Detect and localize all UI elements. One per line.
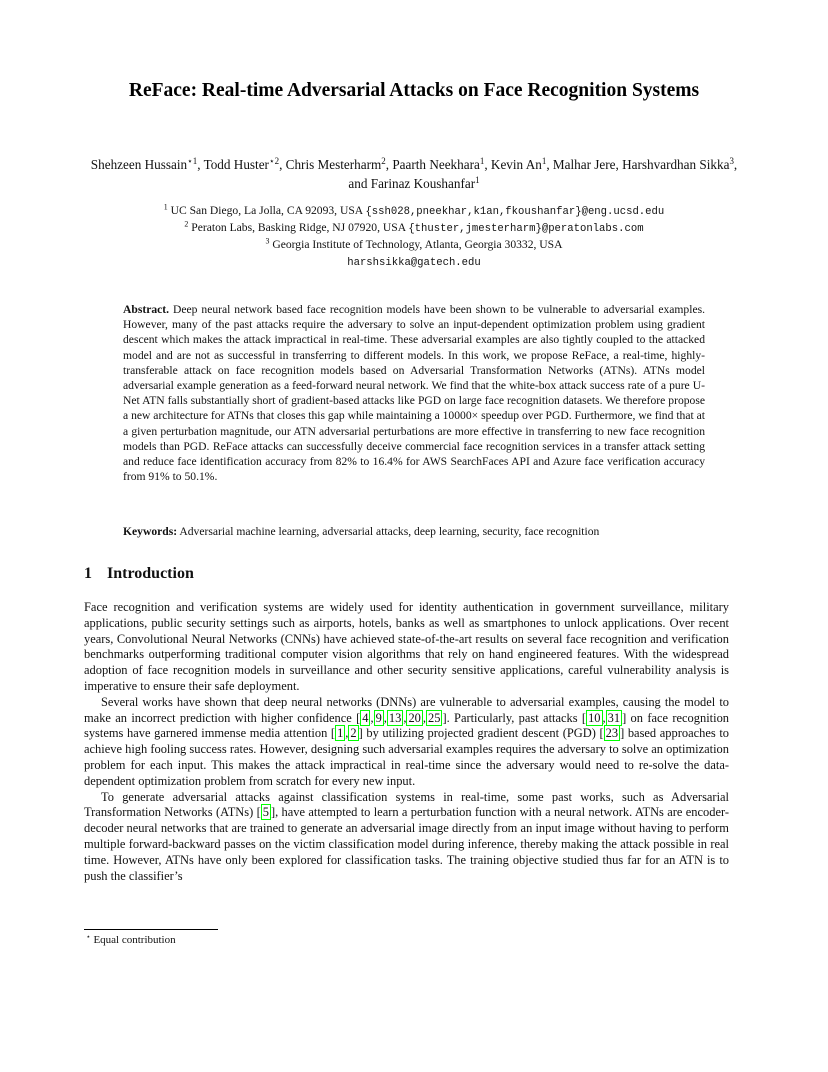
citation-link: 1 <box>337 726 344 741</box>
affiliation-line <box>80 254 748 271</box>
affiliation-line <box>80 203 748 220</box>
body-text: ]. Particularly, past attacks [ <box>442 710 587 725</box>
abstract <box>123 302 705 484</box>
author-name: Harshvardhan Sikka <box>622 157 730 172</box>
section-body <box>84 600 729 884</box>
citation-link: 5 <box>262 805 269 820</box>
footnote-text: Equal contribution <box>93 934 176 946</box>
author-name: Paarth Neekhara <box>392 157 480 172</box>
affiliation-list <box>80 203 748 271</box>
abstract-label: Abstract. <box>123 303 170 316</box>
affiliation-email: {thuster,jmesterharm}@peratonlabs.com <box>408 223 644 236</box>
author-name: Kevin An <box>490 157 542 172</box>
citation-link: 2 <box>350 726 357 741</box>
citation-link: 23 <box>605 726 619 741</box>
author-affiliation-mark: 1 <box>475 175 480 186</box>
citation-link: 10 <box>588 710 601 725</box>
affiliation-mark: 2 <box>184 219 189 229</box>
author-name: Malhar Jere, <box>552 157 619 172</box>
body-text: Face recognition and verification systems are widely used for identity authentication in government surveillance, military applications, public security settings such as airports, hotels, banks as well as smartphones to unlock applications. Over recent years, Convolutional Neural Networks (CNNs) have achieved state-of-the-art results on several face recognition and verification benchmarks outperforming traditional computer vision algorithms that rely on hand engineered features. With the widespread adoption of face recognition models in surveillance and other security sensitive applications, careful vulnerability analysis is imperative to ensure their safe deployment. <box>84 600 729 693</box>
body-text: ] based approaches to achieve high fooling success rates. However, designing such adversarial examples requires the adversary to solve an optimization problem for each input. This makes the attack impractical in real-time since the adversary would need to re-solve the data-dependent optimization problem from scratch for every new input. <box>84 726 730 788</box>
author-affiliation-mark: 1 <box>541 156 547 167</box>
body-paragraph <box>84 790 729 885</box>
body-text: , <box>422 710 426 725</box>
body-text: ], have attempted to learn a perturbation function with a neural network. ATNs are encoder-decoder neural networks that are trained to generate an adversarial image directly from an input image without having to perform multiple forward-backward passes on the victim classification model during inference, thereby making the attack possible in real time. However, ATNs have only been explored for classification tasks. The training objective studied thus far for an ATN is to push the classifier’s <box>84 805 729 883</box>
affiliation-line <box>80 237 748 253</box>
body-paragraph <box>84 600 729 695</box>
body-text: , <box>345 726 349 741</box>
affiliation-text: Georgia Institute of Technology, Atlanta, Georgia 30332, USA <box>272 238 563 252</box>
citation-link: 25 <box>428 710 441 725</box>
body-text: , <box>383 710 387 725</box>
author-affiliation-mark: ⋆2 <box>268 156 280 167</box>
citation-link: 9 <box>375 710 382 725</box>
body-text: Several works have shown that deep neural networks (DNNs) are vulnerable to adversarial examples, causing the model to make an incorrect prediction with higher confidence [ <box>84 694 729 725</box>
citation-link: 4 <box>362 710 369 725</box>
affiliation-mark: 3 <box>265 237 270 247</box>
author-affiliation-mark: ⋆1 <box>187 156 198 167</box>
affiliation-mark: 1 <box>163 202 168 212</box>
affiliation-email: {ssh028,pneekhar,k1an,fkoushanfar}@eng.ucsd.edu <box>365 206 665 218</box>
keywords <box>123 524 743 539</box>
keywords-text: Adversarial machine learning, adversarial attacks, deep learning, security, face recognition <box>179 525 600 538</box>
body-text: , <box>403 710 407 725</box>
author-list: Shehzeen Hussain$^{⋆1}$, Todd Huster$^{⋆2}$, Chris Mesterharm$^2$, Paarth Neekhara$^1$, Kevin An$^1$, Malhar Jere, Harshvardhan Sikka$^3$, and Farinaz Koushanfar$^1$ <box>90 156 738 191</box>
author-name: Farinaz Koushanfar <box>370 176 476 191</box>
affiliation-text: Peraton Labs, Basking Ridge, NJ 07920, USA <box>191 221 409 235</box>
paper-title: ReFace: Real-time Adversarial Attacks on Face Recognition Systems <box>128 80 700 101</box>
author-name: Todd Huster <box>203 157 269 172</box>
author-affiliation-mark: 1 <box>479 156 485 167</box>
affiliation-email: harshsikka@gatech.edu <box>347 256 481 269</box>
author-name: Chris Mesterharm <box>285 157 382 172</box>
body-text: , <box>370 710 374 725</box>
citation-link: 20 <box>408 710 421 725</box>
citation-link: 13 <box>388 710 402 725</box>
footnote <box>86 933 176 947</box>
author-affiliation-mark: 2 <box>381 156 386 167</box>
body-paragraph <box>84 695 729 790</box>
keywords-label: Keywords: <box>123 525 178 538</box>
footnote-rule <box>84 929 218 930</box>
author-name: Shehzeen Hussain <box>90 157 188 172</box>
body-text: ] by utilizing projected gradient descent (PGD) [ <box>358 726 604 741</box>
footnote-mark: ⋆ <box>86 931 91 941</box>
abstract-text: Deep neural network based face recognition models have been shown to be vulnerable to adversarial examples. However, many of the past attacks require the adversary to solve an input-dependent optimization problem using gradient descent which makes the attack impractical in real-time. These adversarial examples are also tightly coupled to the attacked model and are not as successful in transferring to different models. In this work, we propose ReFace, a real-time, highly-transferable attack on face recognition models based on Adversarial Transformation Networks (ATNs). ATNs model adversarial example generation as a feed-forward neural network. We find that the white-box attack success rate of a pure U-Net ATN falls substantially short of gradient-based attacks like PGD on large face recognition datasets. We therefore propose a new architecture for ATNs that closes this gap while maintaining a 10000× speedup over PGD. Furthermore, we find that at a given perturbation magnitude, our ATN adversarial perturbations are more effective in transferring to new face recognition models than PGD. ReFace attacks can successfully deceive commercial face recognition services in a transfer attack setting and reduce face identification accuracy from 82% to 16.4% for AWS SearchFaces API and Azure face verification accuracy from 91% to 50.1%. <box>123 303 705 484</box>
affiliation-text: UC San Diego, La Jolla, CA 92093, USA <box>170 204 366 217</box>
body-text: ] on face recognition systems have garnered immense media attention [ <box>84 710 730 741</box>
section-number: 1 <box>84 565 92 582</box>
section-title: Introduction <box>107 565 194 582</box>
author-affiliation-mark: 3 <box>729 156 734 167</box>
body-text: To generate adversarial attacks against classification systems in real-time, some past works, such as Adversarial Transformation Networks (ATNs) [ <box>84 789 729 820</box>
affiliation-line <box>80 220 748 237</box>
section-heading <box>84 564 194 584</box>
body-text: , <box>602 710 606 725</box>
citation-link: 31 <box>607 710 621 725</box>
